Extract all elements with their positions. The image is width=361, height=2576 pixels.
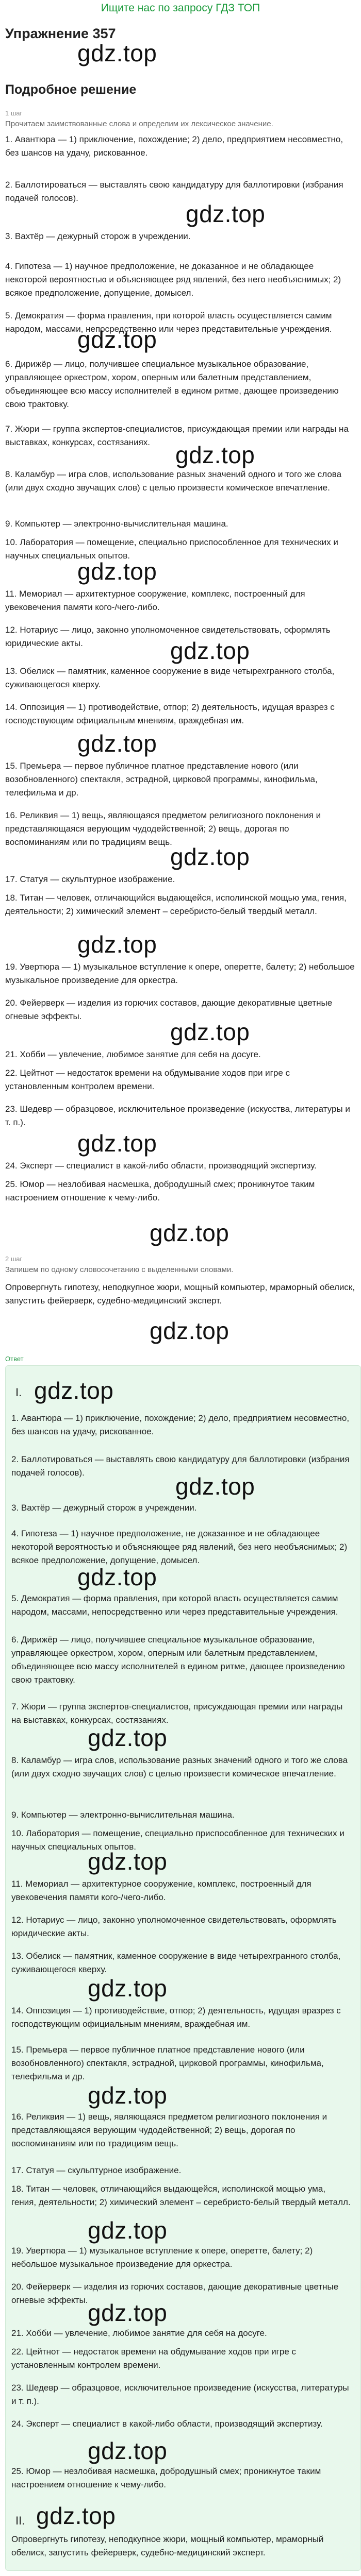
list-item: 21. Хобби — увлечение, любимое занятие для себя на досуге. bbox=[5, 1049, 261, 1059]
answer-part-1-marker: I. bbox=[15, 1386, 22, 1399]
exercise-title: Упражнение 357 bbox=[5, 26, 116, 41]
watermark: gdz.top bbox=[170, 1019, 250, 1045]
list-item: 5. Демократия — форма правления, при которой власть осуществляется самим народом, массами, непосредственно или через представительные учреждения. bbox=[11, 1594, 338, 1617]
list-item: 25. Юмор — незлобивая насмешка, добродушный смех; проникнутое таким настроением отношение к чему-либо. bbox=[11, 2466, 321, 2489]
list-item: 15. Премьера — первое публичное платное представление нового (или возобновленного) спектакля, эстрадной, цирковой программы, кинофильма, телефильма и др. bbox=[5, 761, 318, 798]
step-1-intro: Прочитаем заимствованные слова и определим их лексическое значение. bbox=[5, 120, 273, 128]
list-item: 8. Каламбур — игра слов, использование разных значений одного и того же слова (или двух сходно звучащих слов) с целью произвести комическое впечатление. bbox=[11, 1755, 348, 1778]
list-item: 3. Вахтёр — дежурный сторож в учреждении. bbox=[11, 1503, 197, 1513]
watermark: gdz.top bbox=[88, 1724, 168, 1751]
list-item: 21. Хобби — увлечение, любимое занятие для себя на досуге. bbox=[11, 2328, 267, 2338]
list-item: 1. Авантюра — 1) приключение, похождение; 2) дело, предприятием несовместно, без шансов на удачу, рискованное. bbox=[11, 1413, 350, 1436]
list-item: 24. Эксперт — специалист в какой-либо области, производящий экспертизу. bbox=[5, 1161, 317, 1171]
list-item: 23. Шедевр — образцовое, исключительное произведение (искусства, литературы и т. п.). bbox=[11, 2383, 349, 2406]
list-item: 3. Вахтёр — дежурный сторож в учреждении. bbox=[5, 231, 191, 241]
list-item: 7. Жюри — группа экспертов-специалистов, присуждающая премии или награды на выставках, конкурсах, состязаниях. bbox=[11, 1702, 343, 1725]
watermark: gdz.top bbox=[175, 1473, 255, 1500]
step-2-text: Опровергнуть гипотезу, неподкупное жюри, мощный компьютер, мраморный обелиск, запустить фейерверк, судебно-медицинский эксперт. bbox=[5, 1282, 355, 1306]
list-item: 9. Компьютер — электронно-вычислительная машина. bbox=[5, 519, 228, 529]
list-item: 12. Нотариус — лицо, законно уполномоченное свидетельствовать, оформлять юридические акты. bbox=[11, 1915, 337, 1938]
watermark: gdz.top bbox=[77, 1130, 157, 1157]
list-item: 16. Реликвия — 1) вещь, являющаяся предметом религиозного поклонения и представляющаяся верующим чудодейственной; 2) вещь, дорогая по воспоминаниям или по традициям вещь. bbox=[5, 810, 321, 847]
search-hint-link[interactable]: Ищите нас по запросу ГДЗ ТОП bbox=[101, 2, 260, 14]
watermark: gdz.top bbox=[88, 2217, 168, 2244]
list-item: 19. Увертюра — 1) музыкальное вступление к опере, оперетте, балету; 2) небольшое музыкальное произведение для оркестра. bbox=[11, 2246, 313, 2269]
list-item: 11. Мемориал — архитектурное сооружение, комплекс, построенный для увековечения памяти кого-/чего-либо. bbox=[5, 589, 305, 612]
list-item: 4. Гипотеза — 1) научное предположение, не доказанное и не обладающее некоторой вероятностью и объясняющее ряд явлений, без него необъяснимых; 2) всякое предположение, допущение, домысел. bbox=[5, 261, 341, 298]
watermark: gdz.top bbox=[77, 40, 157, 66]
list-item: 4. Гипотеза — 1) научное предположение, не доказанное и не обладающее некоторой вероятностью и объясняющее ряд явлений, без него необъяснимых; 2) всякое предположение, допущение, домысел. bbox=[11, 1529, 348, 1565]
watermark: gdz.top bbox=[77, 1564, 157, 1590]
list-item: 25. Юмор — незлобивая насмешка, добродушный смех; проникнутое таким настроением отношение к чему-либо. bbox=[5, 1179, 315, 1202]
watermark: gdz.top bbox=[88, 1848, 168, 1875]
watermark: gdz.top bbox=[77, 558, 157, 585]
list-item: 20. Фейерверк — изделия из горючих составов, дающие декоративные цветные огневые эффекты. bbox=[11, 2282, 339, 2305]
watermark: gdz.top bbox=[175, 442, 255, 468]
answer-part-2-marker: II. bbox=[15, 2514, 25, 2527]
watermark: gdz.top bbox=[150, 1317, 229, 1344]
list-item: 6. Дирижёр — лицо, получившее специальное музыкальное образование, управляющее оркестром, хором, оперным или балетным представлением, объединяющее всю массу исполнителей в едином ритме, дающее произведению свою трактовку. bbox=[5, 359, 339, 409]
watermark: gdz.top bbox=[186, 200, 266, 227]
watermark: gdz.top bbox=[88, 2082, 168, 2109]
list-item: 15. Премьера — первое публичное платное представление нового (или возобновленного) спектакля, эстрадной, цирковой программы, кинофильма, телефильма и др. bbox=[11, 2045, 324, 2081]
list-item: 24. Эксперт — специалист в какой-либо области, производящий экспертизу. bbox=[11, 2419, 323, 2429]
list-item: 22. Цейтнот — недостаток времени на обдумывание ходов при игре с установленным контролем времени. bbox=[11, 2347, 297, 2370]
solution-title: Подробное решение bbox=[5, 82, 137, 97]
watermark: gdz.top bbox=[77, 931, 157, 958]
list-item: 7. Жюри — группа экспертов-специалистов, присуждающая премии или награды на выставках, конкурсах, состязаниях. bbox=[5, 424, 349, 447]
watermark: gdz.top bbox=[170, 637, 250, 664]
list-item: 17. Статуя — скульптурное изображение. bbox=[11, 2165, 182, 2175]
list-item: 8. Каламбур — игра слов, использование разных значений одного и того же слова (или двух сходно звучащих слов) с целью произвести комическое впечатление. bbox=[5, 469, 342, 493]
list-item: 22. Цейтнот — недостаток времени на обдумывание ходов при игре с установленным контролем времени. bbox=[5, 1068, 290, 1091]
watermark: gdz.top bbox=[77, 730, 157, 757]
list-item: 10. Лаборатория — помещение, специально приспособленное для технических и научных специальных опытов. bbox=[5, 537, 338, 561]
list-item: 14. Оппозиция — 1) противодействие, отпор; 2) деятельность, идущая вразрез с господствующим официальным мнениям, враждебная им. bbox=[5, 702, 335, 725]
watermark: gdz.top bbox=[150, 1219, 229, 1246]
list-item: 2. Баллотироваться — выставлять свою кандидатуру для баллотировки (избрания подачей голосов). bbox=[5, 180, 343, 203]
list-item: 6. Дирижёр — лицо, получившее специальное музыкальное образование, управляющее оркестром, хором, оперным или балетным представлением, объединяющее всю массу исполнителей в едином ритме, дающее произведению свою трактовку. bbox=[11, 1635, 345, 1685]
watermark: gdz.top bbox=[170, 843, 250, 870]
list-item: 13. Обелиск — памятник, каменное сооружение в виде четырехгранного столба, суживающегося кверху. bbox=[5, 666, 335, 689]
list-item: 12. Нотариус — лицо, законно уполномоченное свидетельствовать, оформлять юридические акты. bbox=[5, 625, 331, 648]
watermark: gdz.top bbox=[88, 2437, 168, 2464]
watermark: gdz.top bbox=[88, 1975, 168, 2002]
list-item: 13. Обелиск — памятник, каменное сооружение в виде четырехгранного столба, суживающегося кверху. bbox=[11, 1951, 341, 1974]
list-item: 9. Компьютер — электронно-вычислительная машина. bbox=[11, 1810, 235, 1820]
watermark: gdz.top bbox=[88, 2299, 168, 2326]
list-item: 19. Увертюра — 1) музыкальное вступление к опере, оперетте, балету; 2) небольшое музыкальное произведение для оркестра. bbox=[5, 962, 355, 985]
step-2-intro: Запишем по одному словосочетанию с выделенными словами. bbox=[5, 1265, 234, 1274]
list-item: 18. Титан — человек, отличающийся выдающейся, исполинской мощью ума, гения, деятельности; 2) химический элемент – серебристо-белый твердый металл. bbox=[5, 893, 347, 916]
list-item: 18. Титан — человек, отличающийся выдающейся, исполинской мощью ума, гения, деятельности; 2) химический элемент – серебристо-белый твердый металл. bbox=[11, 2184, 351, 2207]
step-2-label: 2 шаг bbox=[5, 1255, 23, 1263]
list-item: 2. Баллотироваться — выставлять свою кандидатуру для баллотировки (избрания подачей голосов). bbox=[11, 1454, 350, 1478]
list-item: 20. Фейерверк — изделия из горючих составов, дающие декоративные цветные огневые эффекты. bbox=[5, 998, 333, 1021]
list-item: 10. Лаборатория — помещение, специально приспособленное для технических и научных специальных опытов. bbox=[11, 1828, 344, 1852]
list-item: 16. Реликвия — 1) вещь, являющаяся предметом религиозного поклонения и представляющаяся верующим чудодейственной; 2) вещь, дорогая по воспоминаниям или по традициям вещь. bbox=[11, 2112, 327, 2148]
list-item: 23. Шедевр — образцовое, исключительное произведение (искусства, литературы и т. п.). bbox=[5, 1104, 350, 1127]
step-1-label: 1 шаг bbox=[5, 109, 23, 117]
list-item: 14. Оппозиция — 1) противодействие, отпор; 2) деятельность, идущая вразрез с господствующим официальным мнениям, враждебная им. bbox=[11, 2006, 341, 2029]
list-item: 1. Авантюра — 1) приключение, похождение; 2) дело, предприятием несовместно, без шансов на удачу, рискованное. bbox=[5, 134, 343, 158]
watermark: gdz.top bbox=[34, 1377, 114, 1404]
list-item: 5. Демократия — форма правления, при которой власть осуществляется самим народом, массами, непосредственно или через представительные учреждения. bbox=[5, 311, 332, 334]
answer-part-2-text: Опровергнуть гипотезу, неподкупное жюри, мощный компьютер, мраморный обелиск, запустить фейерверк, судебно-медицинский эксперт. bbox=[11, 2534, 324, 2557]
watermark: gdz.top bbox=[77, 326, 157, 353]
watermark: gdz.top bbox=[36, 2502, 116, 2529]
list-item: 17. Статуя — скульптурное изображение. bbox=[5, 874, 175, 884]
list-item: 11. Мемориал — архитектурное сооружение, комплекс, построенный для увековечения памяти кого-/чего-либо. bbox=[11, 1879, 311, 1902]
answer-label: Ответ bbox=[5, 1355, 24, 1363]
